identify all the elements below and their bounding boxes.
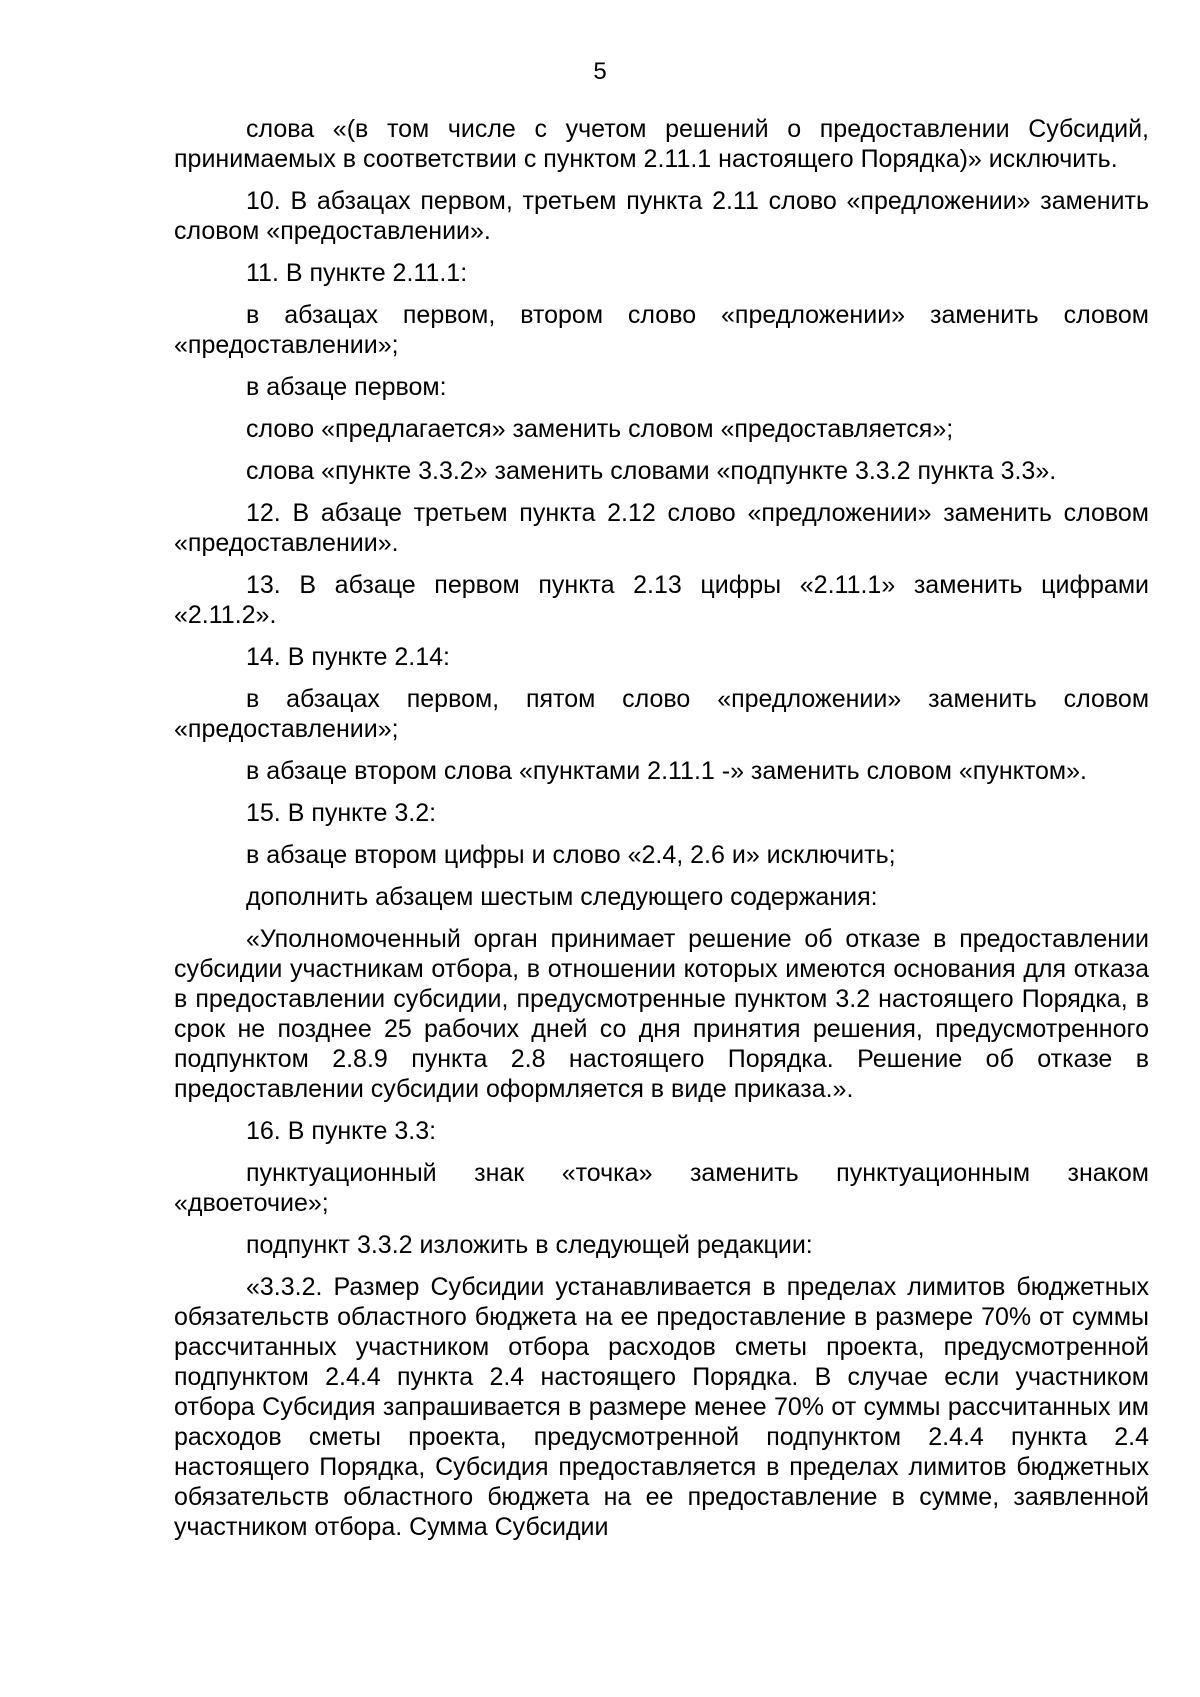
paragraph: в абзаце втором слова «пунктами 2.11.1 -» заменить словом «пунктом». — [246, 757, 1087, 785]
page-number: 5 — [593, 58, 607, 85]
paragraph: в абзацах первом, пятом слово «предложении» заменить словом «предоставлении»; — [174, 685, 1149, 743]
document-body — [174, 114, 1149, 1554]
paragraph: слова «(в том числе с учетом решений о предоставлении Субсидий, принимаемых в соответствии с пунктом 2.11.1 настоящего Порядка)» исключить. — [174, 115, 1149, 173]
paragraph: в абзаце первом: — [246, 373, 447, 401]
paragraph: слово «предлагается» заменить словом «предоставляется»; — [246, 415, 954, 443]
paragraph: 11. В пункте 2.11.1: — [246, 259, 468, 287]
paragraph: 10. В абзацах первом, третьем пункта 2.11 слово «предложении» заменить словом «предоставлении». — [174, 187, 1149, 245]
paragraph: подпункт 3.3.2 изложить в следующей редакции: — [246, 1231, 813, 1259]
paragraph: «3.3.2. Размер Субсидии устанавливается в пределах лимитов бюджетных обязательств областного бюджета на ее предоставление в размере 70% от суммы рассчитанных участником отбора расходов сметы проекта, предусмотренной подпунктом 2.4.4 пункта 2.4 настоящего Порядка. В случае если участником отбора Субсидия запрашивается в размере менее 70% от суммы рассчитанных им расходов сметы проекта, предусмотренной подпунктом 2.4.4 пункта 2.4 настоящего Порядка, Субсидия предоставляется в пределах лимитов бюджетных обязательств областного бюджета на ее предоставление в сумме, заявленной участником отбора. Сумма Субсидии — [174, 1273, 1149, 1541]
paragraph: дополнить абзацем шестым следующего содержания: — [246, 883, 878, 911]
paragraph: в абзаце втором цифры и слово «2.4, 2.6 и» исключить; — [246, 841, 896, 869]
paragraph: в абзацах первом, втором слово «предложении» заменить словом «предоставлении»; — [174, 301, 1149, 359]
paragraph: пунктуационный знак «точка» заменить пунктуационным знаком «двоеточие»; — [174, 1159, 1149, 1217]
paragraph: слова «пункте 3.3.2» заменить словами «подпункте 3.3.2 пункта 3.3». — [246, 457, 1057, 485]
paragraph: 14. В пункте 2.14: — [246, 643, 451, 671]
paragraph: 13. В абзаце первом пункта 2.13 цифры «2.11.1» заменить цифрами «2.11.2». — [174, 571, 1149, 629]
paragraph: «Уполномоченный орган принимает решение об отказе в предоставлении субсидии участникам отбора, в отношении которых имеются основания для отказа в предоставлении субсидии, предусмотренные пунктом 3.2 настоящего Порядка, в срок не позднее 25 рабочих дней со дня принятия решения, предусмотренного подпунктом 2.8.9 пункта 2.8 настоящего Порядка. Решение об отказе в предоставлении субсидии оформляется в виде приказа.». — [174, 925, 1149, 1103]
paragraph: 16. В пункте 3.3: — [246, 1117, 437, 1145]
paragraph: 15. В пункте 3.2: — [246, 799, 437, 827]
paragraph: 12. В абзаце третьем пункта 2.12 слово «предложении» заменить словом «предоставлении». — [174, 499, 1149, 557]
